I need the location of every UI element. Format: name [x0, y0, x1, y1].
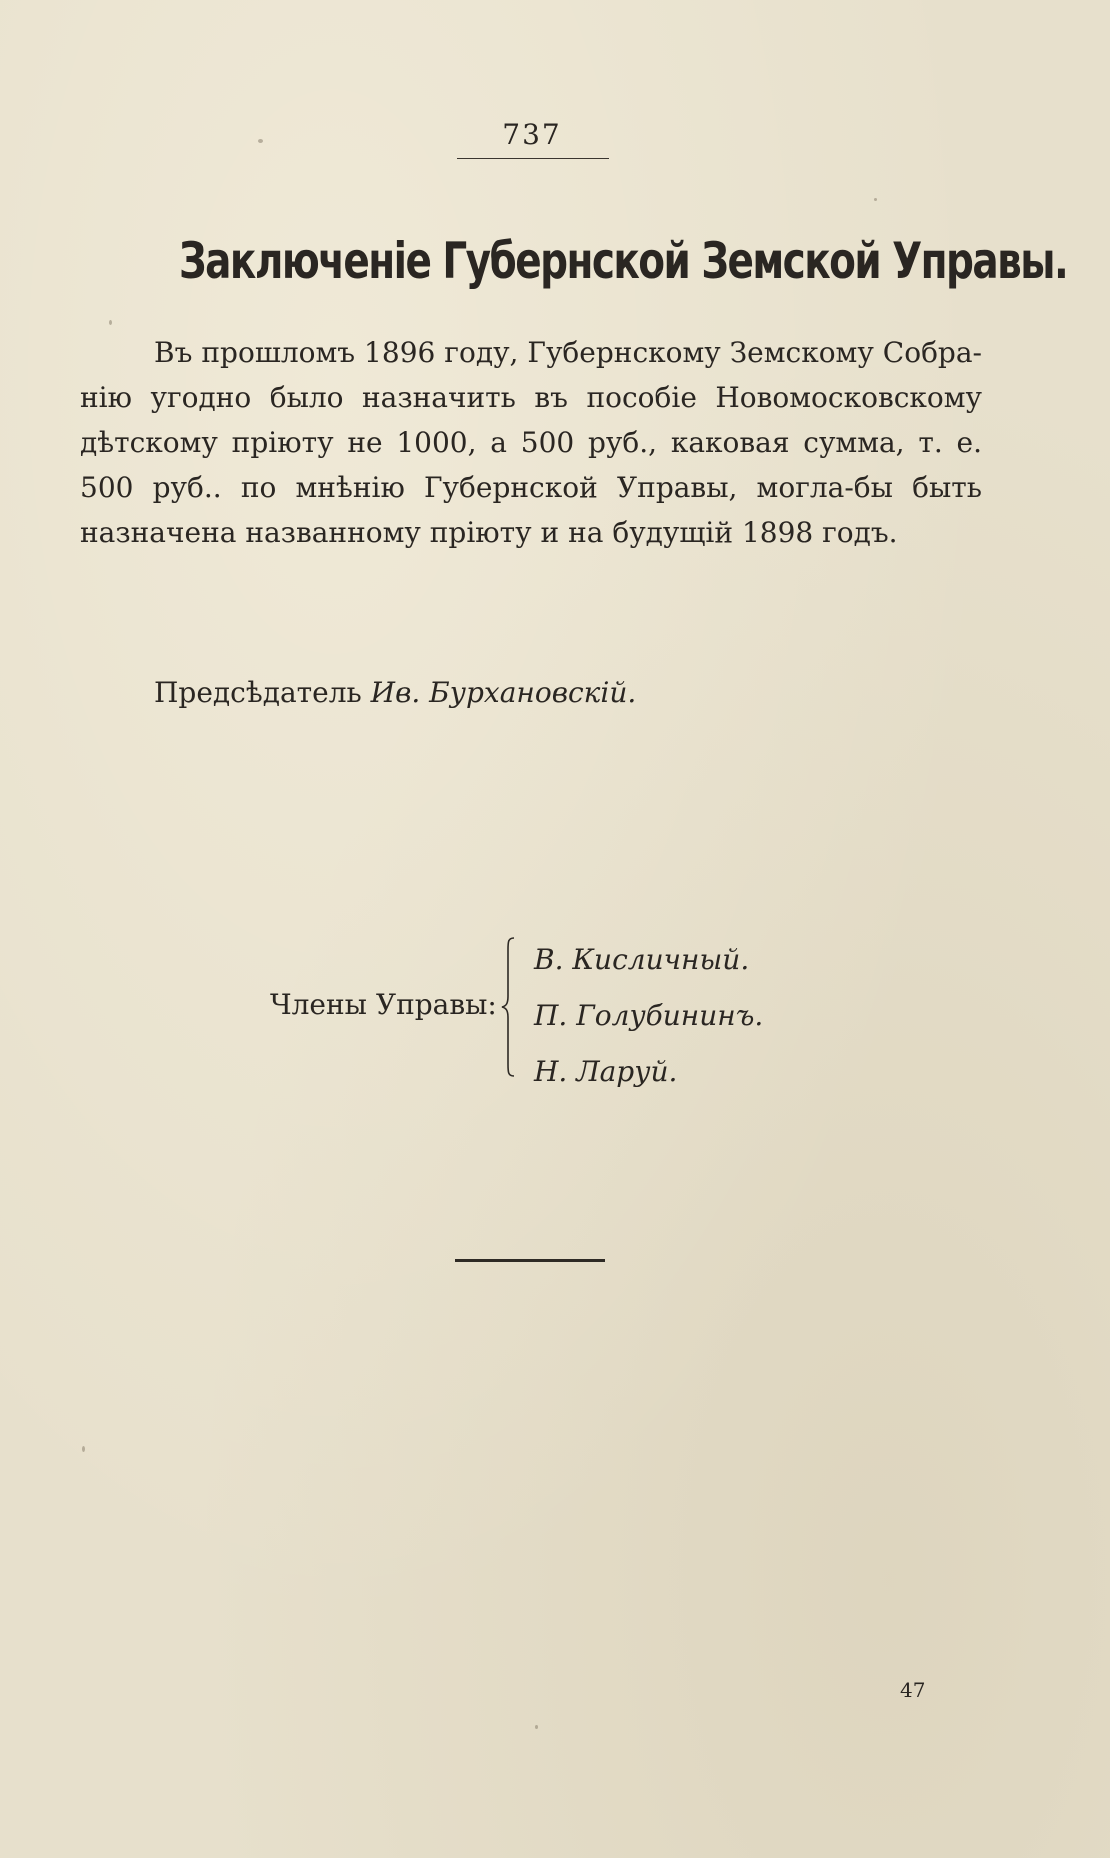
body-line: нію угодно было назначить въ пособіе Новомосковскому — [80, 381, 982, 414]
end-rule — [455, 1259, 605, 1262]
body-line: дѣтскому пріюту не 1000, а 500 руб., каковая сумма, т. е. — [80, 426, 982, 459]
members-label: Члены Управы: — [270, 988, 497, 1021]
member-name: Н. Ларуй. — [534, 1055, 678, 1088]
paper-speck — [109, 320, 112, 325]
chairman-name: Ив. Бурхановскій. — [370, 676, 637, 709]
paper-speck — [258, 139, 263, 143]
page-number: 737 — [502, 118, 562, 151]
sheet-number: 47 — [900, 1678, 926, 1702]
body-line: Въ прошломъ 1896 году, Губернскому Земскому Собра- — [154, 336, 982, 369]
paper-speck — [535, 1725, 538, 1729]
body-line: 500 руб.. по мнѣнію Губернской Управы, могла-бы быть — [80, 471, 982, 504]
document-title: Заключеніе Губернской Земской Управы. — [179, 232, 1068, 290]
chairman-label: Предсѣдатель — [154, 676, 362, 709]
paper-speck — [874, 198, 877, 201]
curly-brace-icon — [500, 936, 516, 1078]
body-line: назначена названному пріюту и на будущій 1898 годъ. — [80, 516, 898, 549]
page-number-rule — [457, 158, 609, 159]
member-name: П. Голубининъ. — [534, 999, 764, 1032]
chairman-signature — [154, 676, 636, 709]
member-name: В. Кисличный. — [534, 943, 750, 976]
body-paragraph — [80, 330, 982, 555]
paper-speck — [82, 1446, 85, 1452]
members-list — [534, 932, 763, 1100]
